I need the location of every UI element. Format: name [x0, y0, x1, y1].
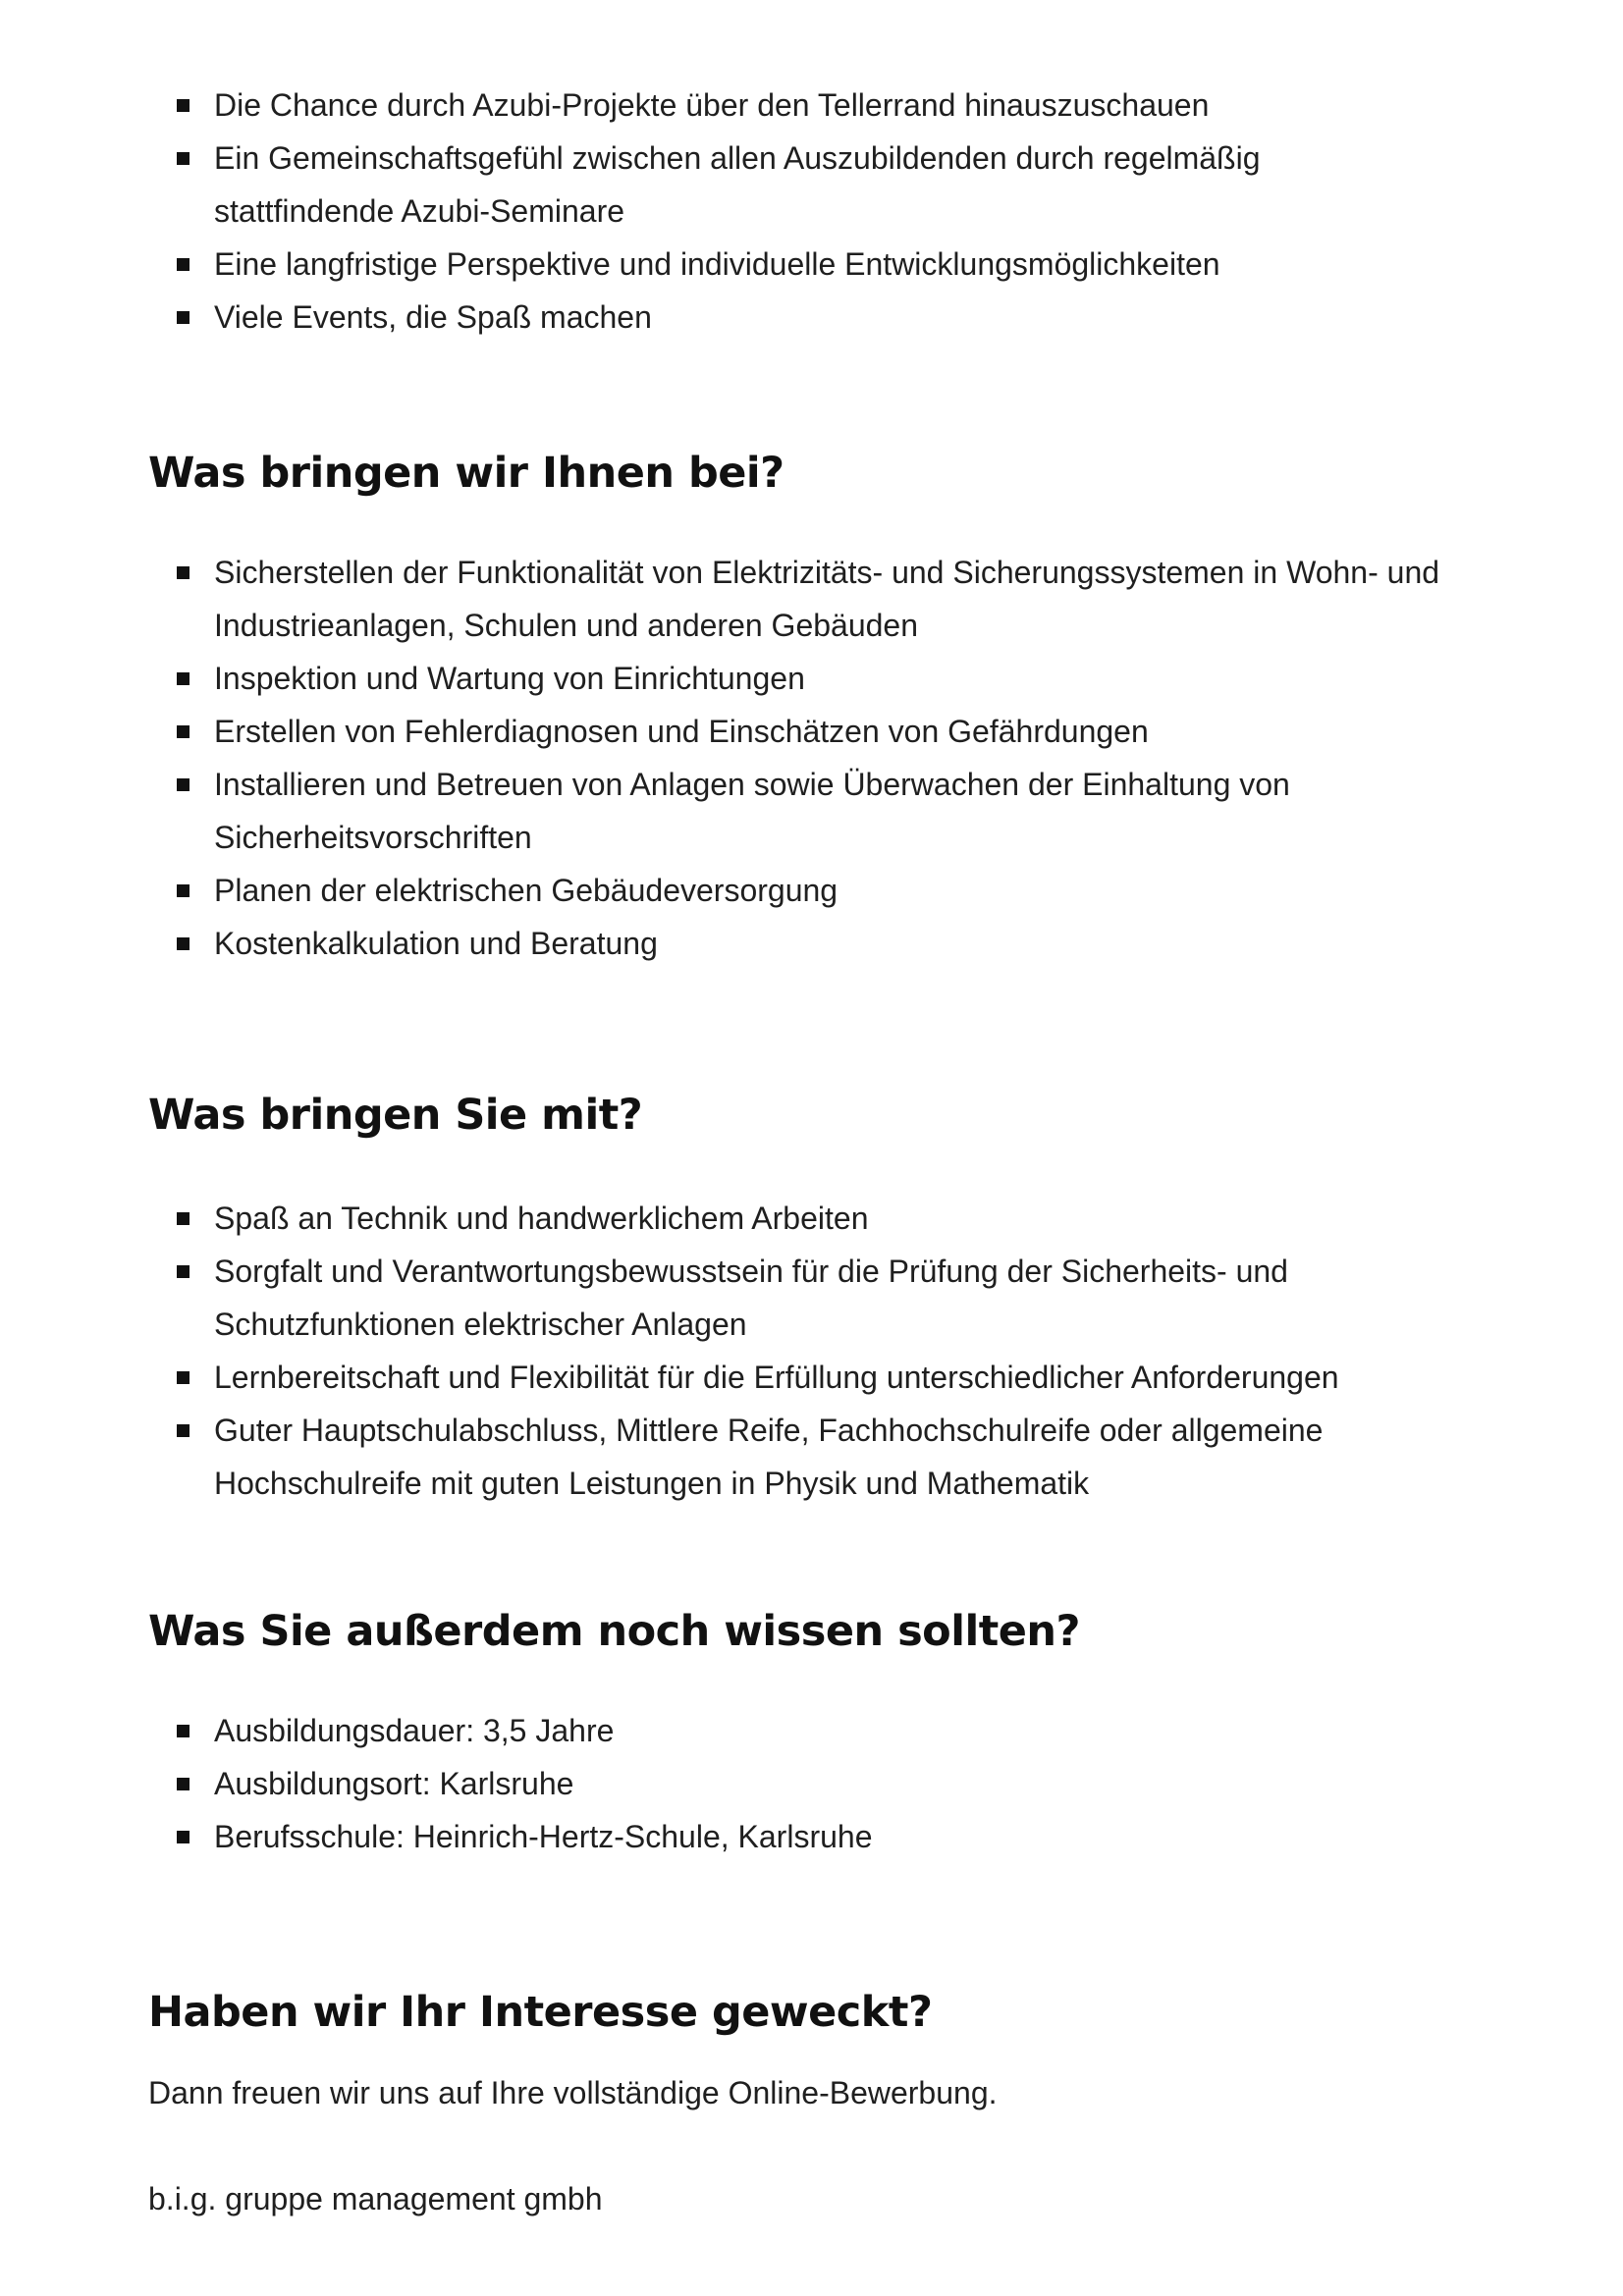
list-item — [177, 1810, 1453, 1863]
list-item-text: Ausbildungsdauer: 3,5 Jahre — [214, 1713, 615, 1748]
list-item — [177, 652, 1453, 705]
square-bullet-icon — [177, 1371, 189, 1384]
section-heading-know: Was Sie außerdem noch wissen sollten? — [148, 1607, 1080, 1656]
list-item-text: Spaß an Technik und handwerklichem Arbeiten — [214, 1201, 869, 1236]
list-item — [177, 864, 1453, 917]
list-item-text: Lernbereitschaft und Flexibilität für die Erfüllung unterschiedlicher Anforderungen — [214, 1360, 1339, 1395]
teach-list — [177, 546, 1453, 970]
square-bullet-icon — [177, 937, 189, 950]
list-item-text: Viele Events, die Spaß machen — [214, 299, 652, 335]
list-item-text: Ausbildungsort: Karlsruhe — [214, 1766, 574, 1801]
square-bullet-icon — [177, 1725, 189, 1737]
list-item-text: Sicherstellen der Funktionalität von Elektrizitäts- und Sicherungssystemen in Wohn- und Industrieanlagen, Schulen und anderen Gebäuden — [214, 555, 1440, 643]
list-item-text: Inspektion und Wartung von Einrichtungen — [214, 661, 805, 696]
list-item — [177, 1245, 1382, 1351]
square-bullet-icon — [177, 566, 189, 579]
list-item-text: Berufsschule: Heinrich-Hertz-Schule, Karlsruhe — [214, 1819, 873, 1854]
square-bullet-icon — [177, 884, 189, 897]
section-heading-teach: Was bringen wir Ihnen bei? — [148, 449, 784, 498]
list-item — [177, 79, 1453, 132]
list-item — [177, 1757, 1453, 1810]
square-bullet-icon — [177, 778, 189, 791]
list-item — [177, 705, 1453, 758]
square-bullet-icon — [177, 311, 189, 324]
list-item — [177, 546, 1451, 652]
list-item-text: Ein Gemeinschaftsgefühl zwischen allen Auszubildenden durch regelmäßig stattfindende Azubi-Seminare — [214, 140, 1261, 229]
section-heading-interest: Haben wir Ihr Interesse geweckt? — [148, 1988, 933, 2037]
square-bullet-icon — [177, 1265, 189, 1278]
square-bullet-icon — [177, 725, 189, 738]
company-name: b.i.g. gruppe management gmbh — [148, 2181, 603, 2216]
list-item — [177, 758, 1363, 864]
list-item — [177, 1351, 1453, 1404]
list-item-text: Planen der elektrischen Gebäudeversorgung — [214, 873, 839, 908]
list-item-text: Guter Hauptschulabschluss, Mittlere Reife, Fachhochschulreife oder allgemeine Hochschulreife mit guten Leistungen in Physik und Mathematik — [214, 1413, 1324, 1501]
square-bullet-icon — [177, 99, 189, 112]
list-item — [177, 917, 1453, 970]
application-text: Dann freuen wir uns auf Ihre vollständige Online-Bewerbung. — [148, 2075, 998, 2110]
list-item-text: Sorgfalt und Verantwortungsbewusstsein für die Prüfung der Sicherheits- und Schutzfunktionen elektrischer Anlagen — [214, 1254, 1288, 1342]
square-bullet-icon — [177, 1778, 189, 1790]
square-bullet-icon — [177, 672, 189, 685]
list-item-text: Installieren und Betreuen von Anlagen sowie Überwachen der Einhaltung von Sicherheitsvorschriften — [214, 767, 1290, 855]
square-bullet-icon — [177, 258, 189, 271]
list-item — [177, 238, 1453, 291]
list-item-text: Kostenkalkulation und Beratung — [214, 926, 658, 961]
square-bullet-icon — [177, 152, 189, 165]
facts-list — [177, 1704, 1453, 1863]
section-heading-bring: Was bringen Sie mit? — [148, 1091, 643, 1140]
list-item — [177, 1704, 1453, 1757]
square-bullet-icon — [177, 1212, 189, 1225]
list-item — [177, 1192, 1453, 1245]
square-bullet-icon — [177, 1424, 189, 1437]
list-item — [177, 132, 1353, 238]
list-item-text: Die Chance durch Azubi-Projekte über den Tellerrand hinauszuschauen — [214, 87, 1210, 123]
requirements-list — [177, 1192, 1453, 1510]
list-item-text: Erstellen von Fehlerdiagnosen und Einschätzen von Gefährdungen — [214, 714, 1149, 749]
list-item — [177, 1404, 1392, 1510]
square-bullet-icon — [177, 1831, 189, 1843]
benefits-list — [177, 79, 1453, 344]
list-item — [177, 291, 1453, 344]
list-item-text: Eine langfristige Perspektive und individuelle Entwicklungsmöglichkeiten — [214, 246, 1220, 282]
